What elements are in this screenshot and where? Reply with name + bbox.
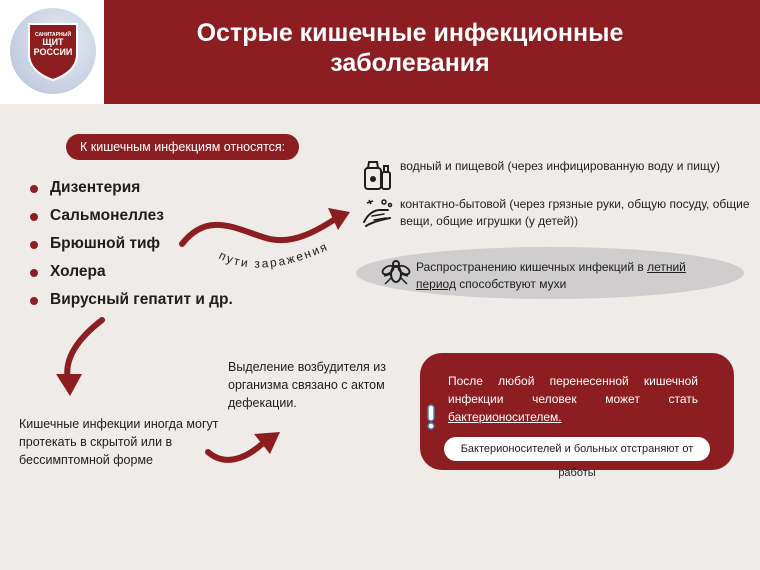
fly-icon (380, 256, 412, 288)
bullet-icon (30, 185, 38, 193)
route-text: контактно-бытовой (через грязные руки, общую посуду, общие вещи, общие игрушки (у детей)) (400, 197, 750, 228)
logo-container (0, 0, 104, 104)
bullet-icon (30, 297, 38, 305)
carrier-highlight: бактерионосителем. (448, 410, 562, 424)
carrier-line1: После любой перенесенной кишечной (448, 374, 698, 388)
flies-note-highlight: летний период (416, 260, 686, 291)
infection-label: Брюшной тиф (50, 235, 161, 252)
down-arrow-icon (54, 316, 114, 398)
routes-label (212, 238, 342, 278)
carrier-line2: инфекции человек может стать (448, 392, 698, 406)
logo-line1: САНИТАРНЫЙ (34, 32, 72, 38)
logo-line3: РОССИИ (33, 46, 73, 57)
flies-note-text (416, 259, 716, 293)
up-arrow-icon (204, 426, 284, 466)
logo-text (31, 33, 75, 57)
routes-label-text: пути заражения (216, 239, 331, 271)
infection-label: Холера (50, 263, 106, 280)
route-text: водный и пищевой (через инфицированную воду и пищу) (400, 159, 720, 173)
page-title-line2: заболевания (330, 49, 490, 77)
flies-note-after: способствуют мухи (455, 277, 567, 291)
infection-label: Вирусный гепатит и др. (50, 291, 233, 308)
infection-label: Дизентерия (50, 179, 141, 196)
page-title (130, 18, 690, 78)
svg-text:пути заражения (217, 239, 331, 271)
carrier-removal-pill: Бактерионосителей и больных отстраняют от работы (444, 437, 710, 461)
page-title-line1: Острые кишечные инфекционные (196, 19, 624, 47)
hidden-form-text: Кишечные инфекции иногда могут протекать в скрытой или в бессимптомной форме (19, 417, 219, 467)
carrier-text (448, 372, 698, 426)
logo-line2: ЩИТ (42, 37, 64, 48)
infection-label: Сальмонеллез (50, 207, 164, 224)
bullet-icon (30, 241, 38, 249)
bullet-icon (30, 213, 38, 221)
excretion-text: Выделение возбудителя из организма связано с актом дефекации. (228, 360, 386, 410)
bullet-icon (30, 269, 38, 277)
bottle-food-icon (360, 158, 394, 192)
flies-note-before: Распространению кишечных инфекций в (416, 260, 648, 274)
exclamation-icon (424, 403, 438, 431)
infections-intro-pill: К кишечным инфекциям относятся: (66, 134, 299, 160)
route-item-contact (360, 196, 755, 230)
route-item-food-water (360, 158, 740, 192)
washing-hands-icon (360, 196, 394, 230)
